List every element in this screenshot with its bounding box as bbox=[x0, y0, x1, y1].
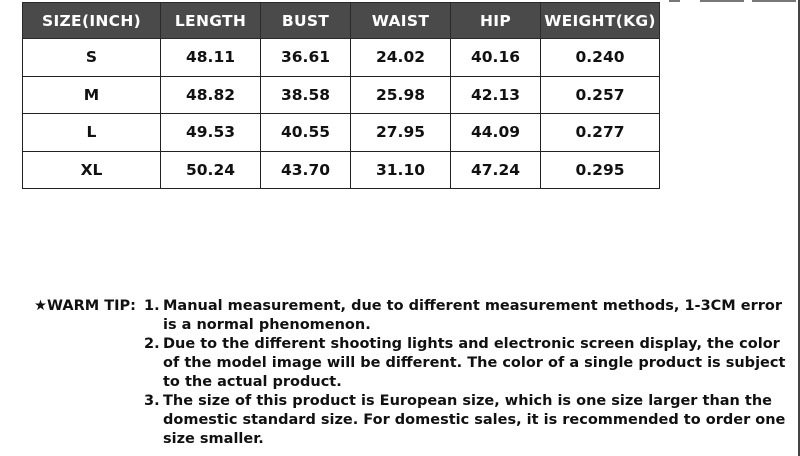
cell-weight: 0.295 bbox=[541, 151, 660, 189]
cell-bust: 40.55 bbox=[261, 114, 351, 152]
warm-tip-text: Manual measurement, due to different measurement methods, 1-3CM error is a normal phenomenon. bbox=[163, 298, 783, 333]
table-header-row bbox=[23, 3, 660, 39]
cell-bust: 38.58 bbox=[261, 76, 351, 114]
warm-tip-item bbox=[144, 297, 794, 335]
header-length: LENGTH bbox=[161, 3, 261, 39]
table-row bbox=[23, 151, 660, 189]
top-edge-mark bbox=[700, 0, 744, 2]
cell-weight: 0.257 bbox=[541, 76, 660, 114]
warm-tip-number: 1. bbox=[144, 298, 160, 314]
cell-length: 50.24 bbox=[161, 151, 261, 189]
cell-length: 48.82 bbox=[161, 76, 261, 114]
cell-length: 49.53 bbox=[161, 114, 261, 152]
warm-tip-item bbox=[144, 335, 794, 392]
table-row bbox=[23, 76, 660, 114]
cell-weight: 0.277 bbox=[541, 114, 660, 152]
header-bust: BUST bbox=[261, 3, 351, 39]
cell-weight: 0.240 bbox=[541, 39, 660, 77]
warm-tip-number: 3. bbox=[144, 393, 160, 409]
cell-waist: 31.10 bbox=[351, 151, 451, 189]
cell-bust: 43.70 bbox=[261, 151, 351, 189]
table-row bbox=[23, 39, 660, 77]
cell-hip: 47.24 bbox=[451, 151, 541, 189]
cell-waist: 25.98 bbox=[351, 76, 451, 114]
top-edge-mark bbox=[752, 0, 796, 2]
cell-length: 48.11 bbox=[161, 39, 261, 77]
warm-tip-list bbox=[144, 297, 794, 449]
cell-hip: 40.16 bbox=[451, 39, 541, 77]
cell-size: L bbox=[23, 114, 161, 152]
cell-hip: 44.09 bbox=[451, 114, 541, 152]
header-hip: HIP bbox=[451, 3, 541, 39]
cell-hip: 42.13 bbox=[451, 76, 541, 114]
table-row bbox=[23, 114, 660, 152]
warm-tip-text: The size of this product is European size, which is one size larger than the domestic standard size. For domestic sales, it is recommended to order one size smaller. bbox=[163, 393, 786, 447]
top-edge-mark bbox=[669, 0, 680, 2]
cell-waist: 24.02 bbox=[351, 39, 451, 77]
warm-tip-number: 2. bbox=[144, 336, 160, 352]
size-chart-table bbox=[22, 2, 660, 189]
cell-waist: 27.95 bbox=[351, 114, 451, 152]
cell-bust: 36.61 bbox=[261, 39, 351, 77]
warm-tip-label: ★WARM TIP: bbox=[34, 298, 136, 314]
cell-size: S bbox=[23, 39, 161, 77]
warm-tip-item bbox=[144, 392, 794, 449]
header-weight: WEIGHT(KG) bbox=[541, 3, 660, 39]
cell-size: M bbox=[23, 76, 161, 114]
cell-size: XL bbox=[23, 151, 161, 189]
header-waist: WAIST bbox=[351, 3, 451, 39]
header-size: SIZE(INCH) bbox=[23, 3, 161, 39]
warm-tip-text: Due to the different shooting lights and electronic screen display, the color of the model image will be different. The color of a single product is subject to the actual product. bbox=[163, 336, 786, 390]
